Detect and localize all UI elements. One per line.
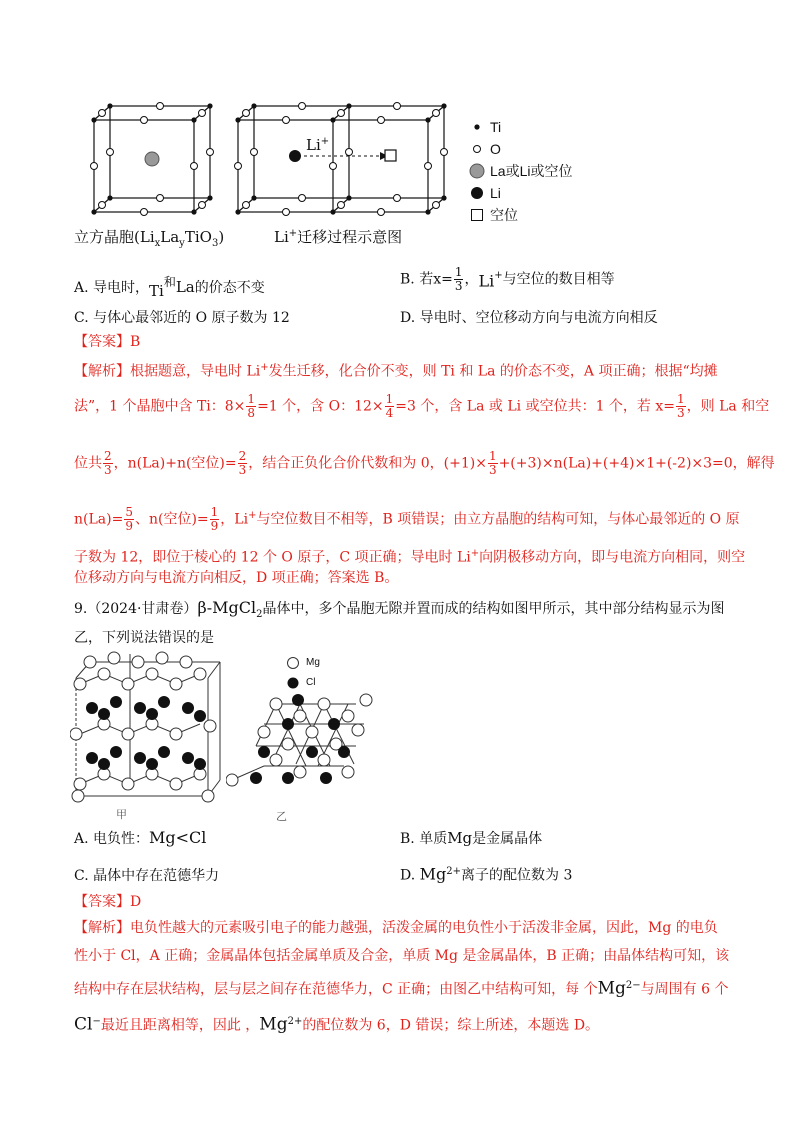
cl-legend-icon	[286, 676, 300, 690]
q9-answer: 【答案】D	[74, 894, 142, 910]
caption-li-migration: Li+迁移过程示意图	[274, 228, 403, 246]
legend-o: O	[468, 138, 572, 160]
figure-label-jia: 甲	[116, 808, 127, 821]
q9-explanation-line1: 【解析】电负性越大的元素吸引电子的能力越强，活泼金属的电负性小于活泼非金属，因此，Mg 的电负	[74, 920, 718, 936]
li-migration-diagram	[232, 96, 452, 222]
legend-li: Li	[468, 182, 572, 204]
q8-option-b: B. 若x= $\frac{1}{3}$ ，Li+与空位的数目相等	[400, 265, 615, 294]
q9-explanation-line2: 性小于 Cl，A 正确；金属晶体包括金属单质及合金，单质 Mg 是金属晶体，B 正确；由晶体结构可知，该	[74, 948, 730, 964]
q8-answer: 【答案】B	[74, 334, 141, 350]
q8-explanation-line2: 法”，1 个晶胞中含 Ti：8× $\frac{1}{8}$ =1 个，含 O：12× $\frac{1}{4}$ =3 个，含 La 或 Li 或空位共：1 个，若 x= $\frac{1}{3}$ ，则 La 和空	[74, 392, 770, 420]
q9-stem-line1: 9.（2024·甘肃卷）β-MgCl$_2$晶体中，多个晶胞无隙并置而成的结构如图甲所示，其中部分结构显示为图	[74, 598, 725, 620]
legend-ti: Ti	[468, 116, 572, 138]
crystal-structure-yi	[226, 660, 376, 790]
gray-circle-icon	[468, 163, 486, 179]
legend-la-li-vacancy: La或Li或空位	[468, 160, 572, 182]
q8-option-a: A. 导电时，Ti和La的价态不变	[74, 275, 265, 300]
open-circle-icon	[468, 144, 486, 154]
legend-vacancy: 空位	[468, 204, 572, 226]
q9-stem-line2: 乙，下列说法错误的是	[74, 630, 214, 646]
q8-explanation-line5: 子数为 12，即位于棱心的 12 个 O 原子，C 项正确；导电时 Li+向阴极移动方向，即与电流方向相同，则空	[74, 548, 746, 566]
legend-cl-label: Cl	[306, 677, 316, 688]
q9-option-c: C. 晶体中存在范德华力	[74, 868, 220, 884]
figure1-legend	[468, 116, 572, 226]
q8-explanation-line4: n(La)= $\frac{5}{9}$ 、n(空位)= $\frac{1}{9}$ ，Li+与空位数目不相等，B 项错误；由立方晶胞的结构可知，与体心最邻近的 O 原	[74, 505, 740, 534]
q9-option-d: D. $Mg^{2+}$离子的配位数为 3	[400, 864, 573, 884]
figure-label-yi: 乙	[276, 810, 287, 823]
square-icon	[468, 209, 486, 221]
li-ion-label: Li+	[306, 136, 330, 154]
q9-explanation-line4: Cl−最近且距离相等，因此 ，$Mg^{2+}$的配位数为 6，D 错误；综上所述，本题选 D。	[74, 1014, 600, 1035]
caption-cubic-cell: 立方晶胞$(Li_xLa_yTiO_3)$	[74, 228, 225, 249]
mg-legend-icon	[286, 656, 300, 670]
q9-option-b: B. 单质Mg是金属晶体	[400, 829, 543, 847]
q9-option-a: A. 电负性：Mg<Cl	[74, 828, 207, 847]
cubic-cell-diagram	[88, 96, 218, 222]
q8-option-c: C. 与体心最邻近的 O 原子数为 12	[74, 310, 290, 326]
crystal-structure-jia	[70, 650, 230, 806]
q8-explanation-line3: 位共 $\frac{2}{3}$ ，n(La)+n(空位)= $\frac{2}{3}$ ，结合正负化合价代数和为 0，(+1)× $\frac{1}{3}$ +(+3)×n(La)+(+4)×1+(-2)×3=0，解得	[74, 449, 775, 477]
black-circle-icon	[468, 186, 486, 200]
q8-explanation-line1: 【解析】根据题意，导电时 Li+发生迁移，化合价不变，则 Ti 和 La 的价态不变，A 项正确；根据“均摊	[74, 362, 718, 380]
small-dot-icon	[468, 123, 486, 131]
q8-explanation-line6: 位移动方向与电流方向相反，D 项正确；答案选 B。	[74, 570, 399, 586]
q9-explanation-line3: 结构中存在层状结构，层与层之间存在范德华力，C 正确；由图乙中结构可知，每 个$Mg^{2-}$与周围有 6 个	[74, 978, 729, 999]
legend-mg-label: Mg	[306, 657, 320, 668]
q8-option-d: D. 导电时、空位移动方向与电流方向相反	[400, 310, 658, 326]
